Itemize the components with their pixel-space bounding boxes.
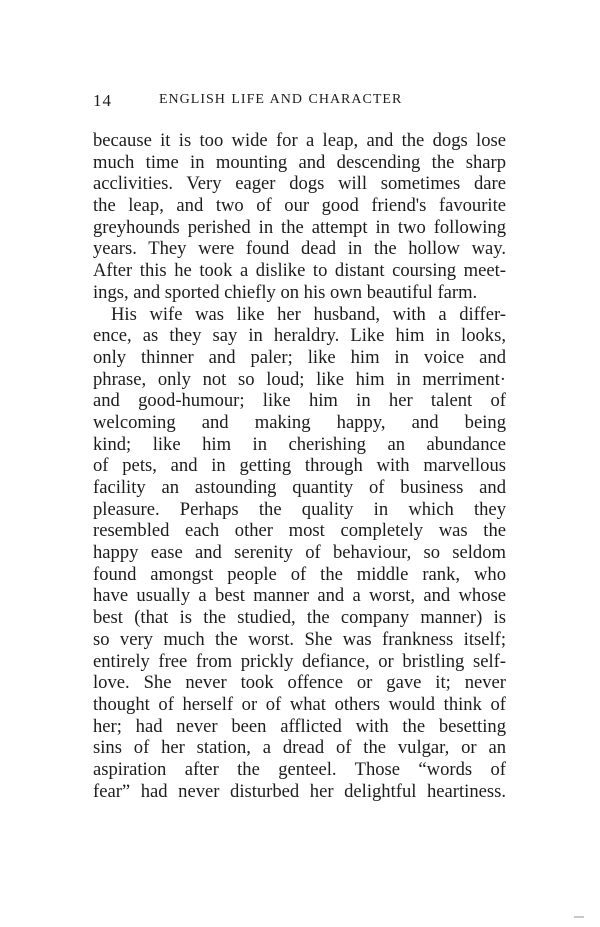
- text-line: aspiration after the genteel. Those “words of: [93, 758, 506, 780]
- text-line: of pets, and in getting through with marvellous: [93, 455, 506, 477]
- body-text: [93, 130, 506, 802]
- page-number: 14: [93, 91, 112, 110]
- text-line: because it is too wide for a leap, and the dogs lose: [93, 130, 506, 151]
- paragraph-first-line: His wife was like her husband, with a differ-: [111, 303, 506, 325]
- text-line: the leap, and two of our good friend's favourite: [93, 195, 506, 217]
- text-line: acclivities. Very eager dogs will sometimes dare: [93, 173, 506, 195]
- running-title: ENGLISH LIFE AND CHARACTER: [159, 92, 403, 107]
- text-line: and good-humour; like him in her talent of: [93, 390, 506, 412]
- text-line: thought of herself or of what others would think of: [93, 693, 506, 715]
- text-line: have usually a best manner and a worst, and whose: [93, 585, 506, 607]
- text-line: kind; like him in cherishing an abundance: [93, 433, 506, 455]
- paragraph-last-line: ings, and sported chiefly on his own beautiful farm.: [93, 281, 478, 303]
- text-line: so very much the worst. She was frankness itself;: [93, 628, 506, 650]
- text-line: entirely free from prickly defiance, or bristling self-: [93, 650, 506, 672]
- text-line: love. She never took offence or gave it; never: [93, 672, 506, 694]
- text-line: happy ease and serenity of behaviour, so seldom: [93, 542, 506, 564]
- text-line: best (that is the studied, the company manner) is: [93, 607, 506, 629]
- text-line: much time in mounting and descending the sharp: [93, 151, 506, 173]
- text-line: years. They were found dead in the hollow way.: [93, 238, 506, 260]
- text-line: welcoming and making happy, and being: [93, 411, 506, 433]
- text-line: only thinner and paler; like him in voice and: [93, 346, 506, 368]
- running-header: [93, 91, 506, 113]
- text-line: fear” had never disturbed her delightful heartiness.: [93, 780, 506, 802]
- text-line: facility an astounding quantity of business and: [93, 477, 506, 498]
- text-line: found amongst people of the middle rank, who: [93, 563, 506, 585]
- text-line: greyhounds perished in the attempt in two following: [93, 216, 506, 238]
- text-line: her; had never been afflicted with the besetting: [93, 715, 506, 737]
- text-line: pleasure. Perhaps the quality in which they: [93, 498, 506, 520]
- page-edge-mark: [574, 916, 584, 918]
- text-line: sins of her station, a dread of the vulgar, or an: [93, 737, 506, 759]
- text-line: resembled each other most completely was the: [93, 520, 506, 542]
- text-line: ence, as they say in heraldry. Like him in looks,: [93, 325, 506, 347]
- text-line: phrase, only not so loud; like him in merriment·: [93, 368, 506, 390]
- text-line: After this he took a dislike to distant coursing meet-: [93, 260, 506, 282]
